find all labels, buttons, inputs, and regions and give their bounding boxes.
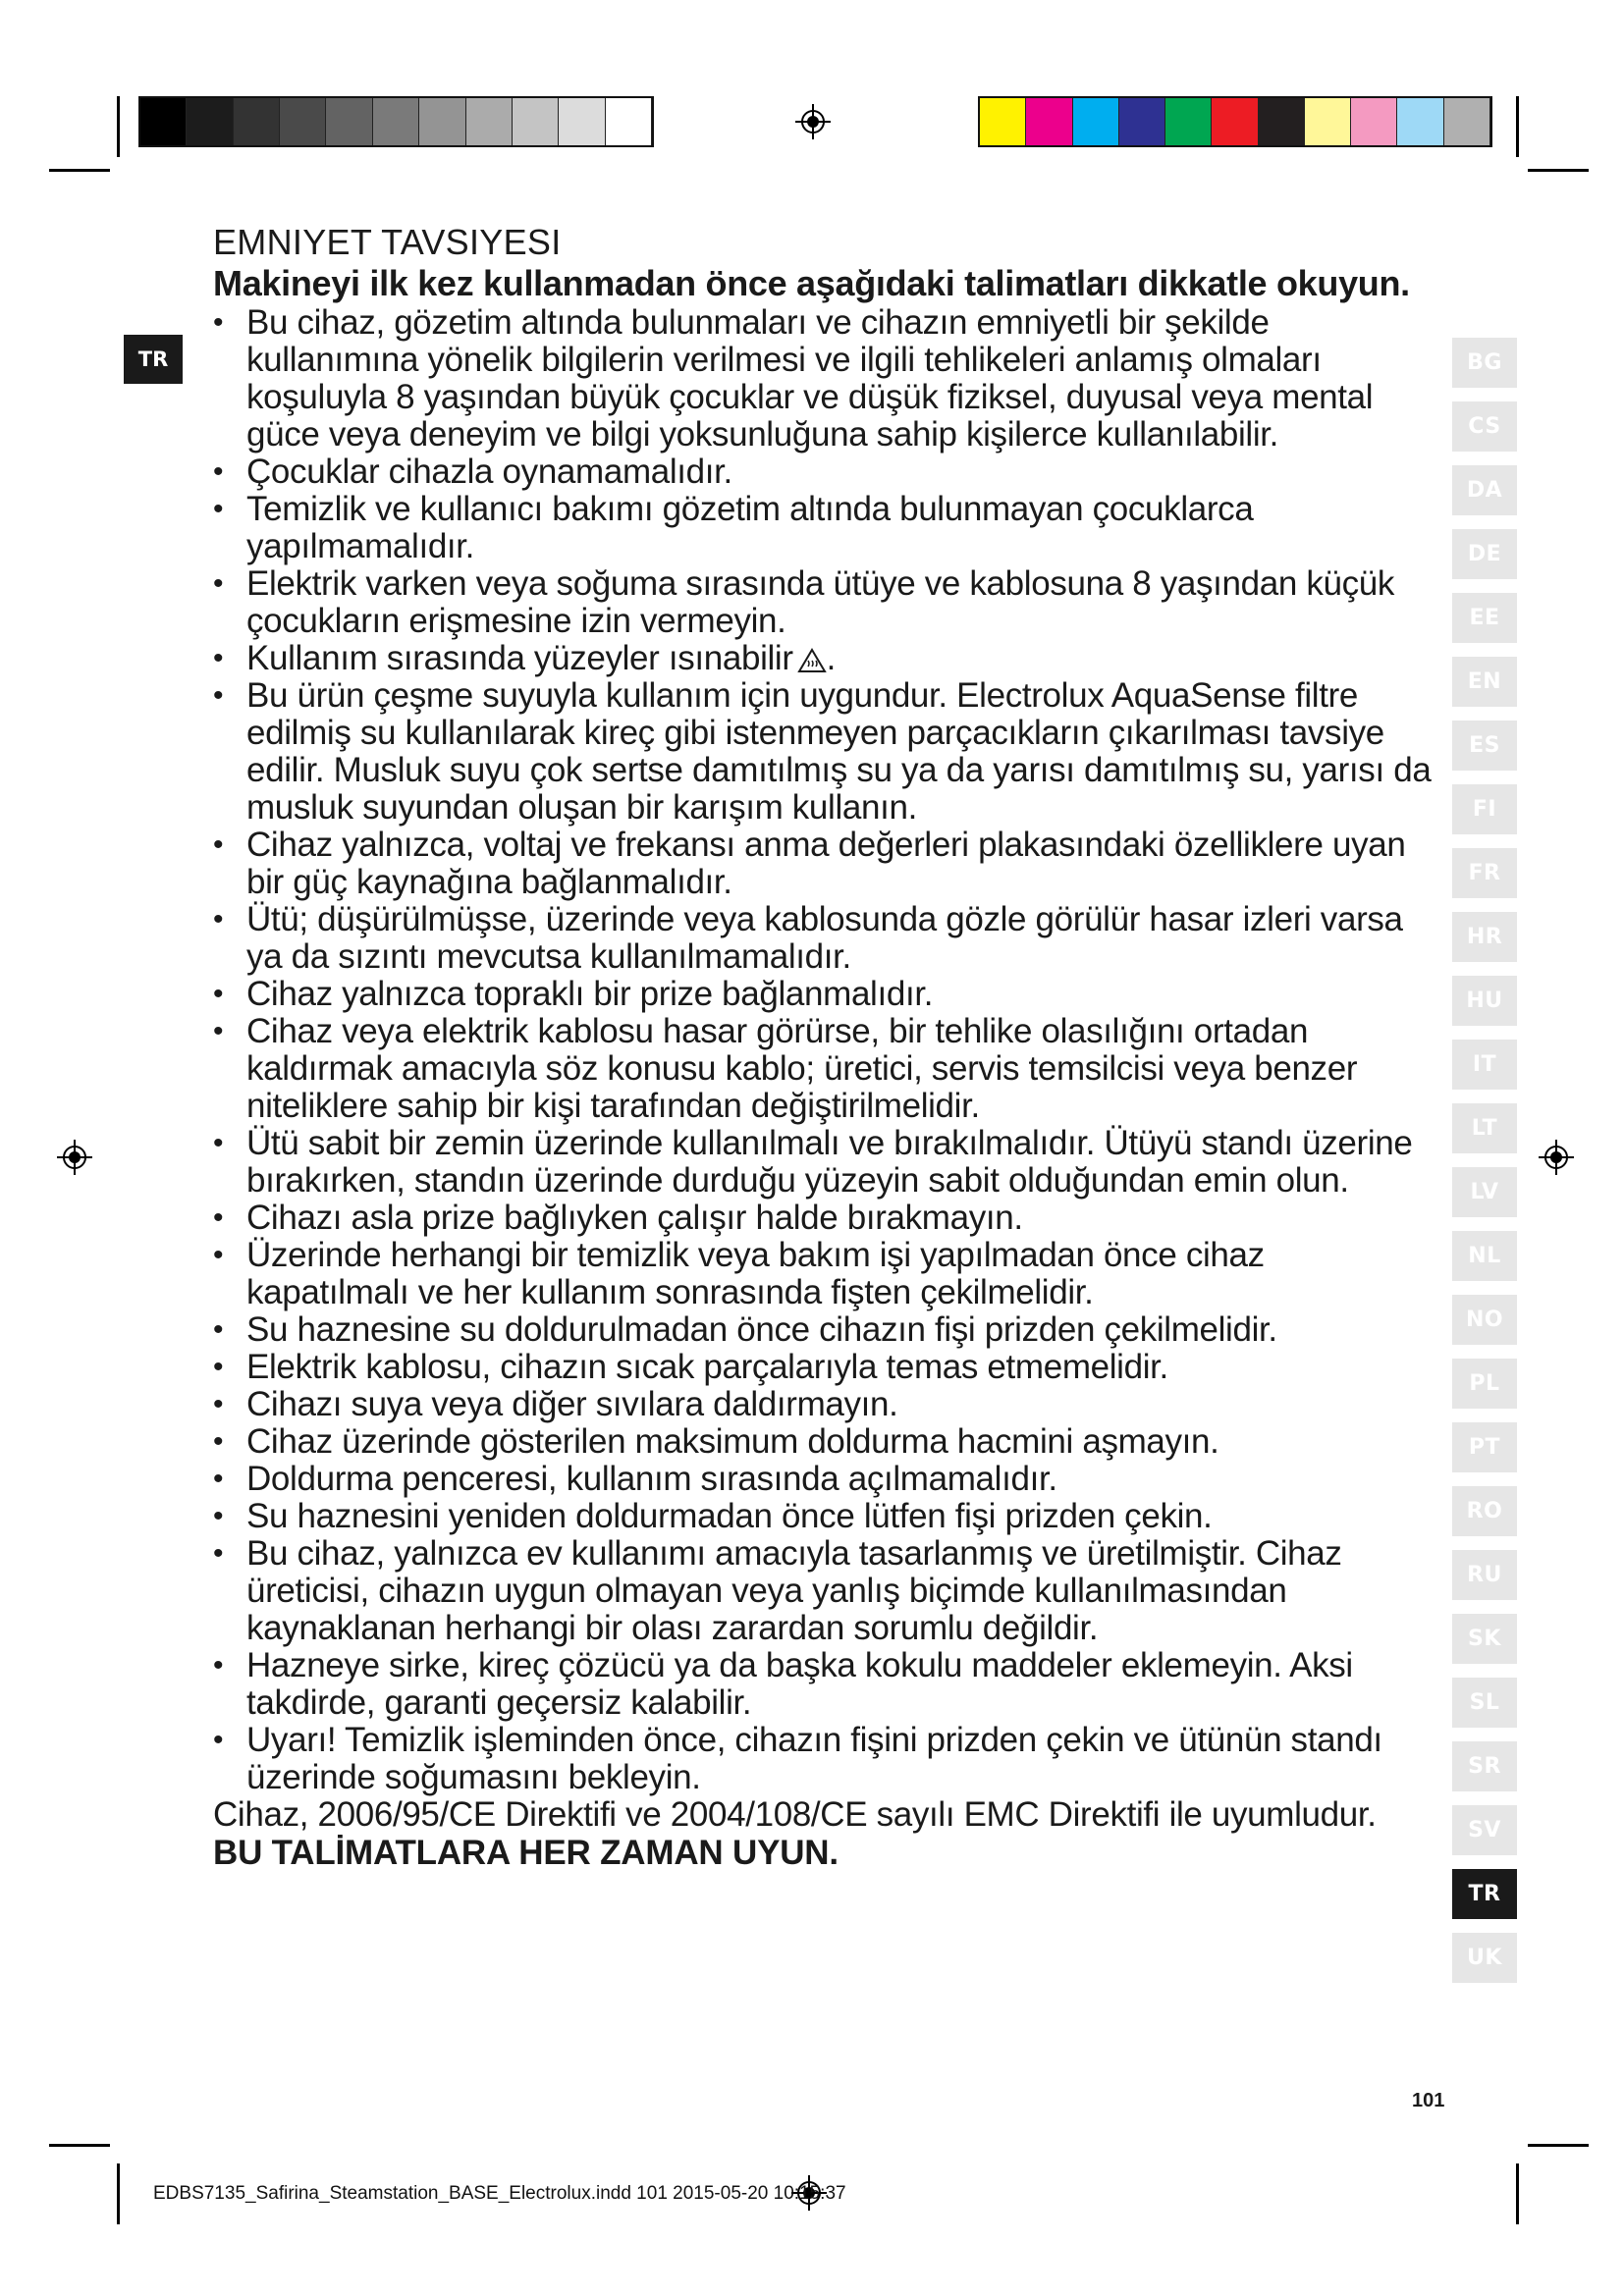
safety-list-item xyxy=(213,1125,1435,1200)
color-swatch xyxy=(1305,98,1351,145)
crop-mark xyxy=(49,2144,110,2147)
safety-list-item xyxy=(213,827,1435,901)
safety-item-text: Cihazı suya veya diğer sıvılara daldırmayın. xyxy=(246,1385,898,1423)
language-tab-lv[interactable]: LV xyxy=(1452,1167,1517,1217)
safety-list-item xyxy=(213,1200,1435,1237)
section-title: EMNIYET TAVSIYESI xyxy=(213,222,562,262)
safety-list-item xyxy=(213,640,1435,677)
gray-swatch xyxy=(466,98,513,145)
registration-mark-icon xyxy=(1539,1140,1574,1175)
compliance-statement: Cihaz, 2006/95/CE Direktifi ve 2004/108/CE sayılı EMC Direktifi ile uyumludur. xyxy=(213,1795,1377,1834)
color-swatch xyxy=(1073,98,1119,145)
color-swatch xyxy=(1397,98,1443,145)
safety-list-item xyxy=(213,976,1435,1013)
crop-mark xyxy=(1528,169,1589,172)
registration-mark-icon xyxy=(795,104,831,139)
registration-mark-icon xyxy=(57,1140,92,1175)
safety-item-text: Kullanım sırasında yüzeyler ısınabilir xyxy=(246,639,793,677)
page-number: 101 xyxy=(1412,2090,1445,2111)
language-tab-bg[interactable]: BG xyxy=(1452,338,1517,388)
safety-list-item xyxy=(213,1722,1435,1796)
safety-item-text: Doldurma penceresi, kullanım sırasında açılmamalıdır. xyxy=(246,1460,1057,1498)
crop-mark xyxy=(1528,2144,1589,2147)
gray-swatch xyxy=(419,98,465,145)
safety-item-text: Cihaz veya elektrik kablosu hasar görürse, bir tehlike olasılığını ortadan kaldırmak amacıyla söz konusu kablo; üretici, servis temsilcisi veya benzer niteliklere sahip bir kişi tarafından değiştirilmelidir. xyxy=(246,1012,1358,1125)
color-swatch xyxy=(1119,98,1165,145)
safety-item-text: Bu cihaz, gözetim altında bulunmaları ve cihazın emniyetli bir şekilde kullanımına yönelik bilgilerin verilmesi ve ilgili tehlikeleri anlamış olmaları koşuluyla 8 yaşından büyük çocuklar ve düşük fiziksel, duyusal veya mental güce veya deneyim ve bilgi yoksunluğuna sahip kişilerce kullanılabilir. xyxy=(246,303,1374,454)
section-language-tag: TR xyxy=(124,335,183,384)
language-tab-cs[interactable]: CS xyxy=(1452,401,1517,452)
language-tab-sl[interactable]: SL xyxy=(1452,1678,1517,1728)
language-tab-de[interactable]: DE xyxy=(1452,529,1517,579)
color-calibration-bar xyxy=(978,96,1492,147)
safety-list-item xyxy=(213,1423,1435,1461)
safety-item-text: Cihazı asla prize bağlıyken çalışır halde bırakmayın. xyxy=(246,1199,1023,1237)
safety-list-item xyxy=(213,454,1435,491)
safety-item-text: Su haznesini yeniden doldurmadan önce lütfen fişi prizden çekin. xyxy=(246,1497,1213,1535)
lead-instruction: Makineyi ilk kez kullanmadan önce aşağıdaki talimatları dikkatle okuyun. xyxy=(213,263,1410,303)
language-tab-en[interactable]: EN xyxy=(1452,657,1517,707)
safety-list-item xyxy=(213,565,1435,640)
safety-list-item xyxy=(213,1461,1435,1498)
safety-list-item xyxy=(213,491,1435,565)
language-tab-ro[interactable]: RO xyxy=(1452,1486,1517,1536)
safety-item-text: Çocuklar cihazla oynamamalıdır. xyxy=(246,453,732,491)
language-tab-nl[interactable]: NL xyxy=(1452,1231,1517,1281)
hot-surface-warning-icon xyxy=(797,648,827,673)
safety-item-text: Bu ürün çeşme suyuyla kullanım için uygundur. Electrolux AquaSense filtre edilmiş su kullanılarak kireç gibi istenmeyen parçacıkların çıkarılması tavsiye edilir. Musluk suyu çok sertse damıtılmış su ya da yarısı damıtılmış su, yarısı da musluk suyundan oluşan bir karışım kullanın. xyxy=(246,676,1432,827)
language-tab-uk[interactable]: UK xyxy=(1452,1933,1517,1983)
crop-mark xyxy=(1516,96,1519,157)
gray-swatch xyxy=(559,98,605,145)
gray-swatch xyxy=(326,98,372,145)
color-swatch xyxy=(1351,98,1397,145)
closing-statement: BU TALİMATLARA HER ZAMAN UYUN. xyxy=(213,1834,839,1872)
safety-item-text: Ütü sabit bir zemin üzerinde kullanılmalı ve bırakılmalıdır. Ütüyü standı üzerine bırakırken, standın üzerinde durduğu yüzeyin sabit olduğundan emin olun. xyxy=(246,1124,1413,1200)
color-swatch xyxy=(1212,98,1258,145)
safety-item-text: Elektrik varken veya soğuma sırasında ütüye ve kablosuna 8 yaşından küçük çocukların erişmesine izin vermeyin. xyxy=(246,564,1394,640)
language-tab-sr[interactable]: SR xyxy=(1452,1741,1517,1791)
safety-item-text: Elektrik kablosu, cihazın sıcak parçalarıyla temas etmemelidir. xyxy=(246,1348,1168,1386)
safety-list-item xyxy=(213,901,1435,976)
safety-item-text: Bu cihaz, yalnızca ev kullanımı amacıyla tasarlanmış ve üretilmiştir. Cihaz üreticisi, cihazın uygun olmayan veya yanlış biçimde kullanılmasından kaynaklanan herhangi bir olası zarardan sorumlu değildir. xyxy=(246,1534,1342,1647)
item-punctuation: . xyxy=(826,639,837,677)
language-tab-sv[interactable]: SV xyxy=(1452,1805,1517,1855)
safety-item-text: Cihaz üzerinde gösterilen maksimum doldurma hacmini aşmayın. xyxy=(246,1422,1219,1461)
safety-item-text: Ütü; düşürülmüşse, üzerinde veya kablosunda gözle görülür hasar izleri varsa ya da sızıntı mevcutsa kullanılmamalıdır. xyxy=(246,900,1403,976)
language-tab-tr[interactable]: TR xyxy=(1452,1869,1517,1919)
safety-instructions xyxy=(213,222,1435,1873)
language-tab-fr[interactable]: FR xyxy=(1452,848,1517,898)
safety-list-item xyxy=(213,304,1435,454)
color-swatch xyxy=(1259,98,1305,145)
safety-list-item xyxy=(213,1237,1435,1311)
language-tab-it[interactable]: IT xyxy=(1452,1040,1517,1090)
safety-list-item xyxy=(213,1386,1435,1423)
language-tab-pl[interactable]: PL xyxy=(1452,1359,1517,1409)
language-tab-lt[interactable]: LT xyxy=(1452,1103,1517,1153)
crop-mark xyxy=(117,2163,120,2224)
gray-swatch xyxy=(234,98,280,145)
safety-item-text: Uyarı! Temizlik işleminden önce, cihazın fişini prizden çekin ve ütünün standı üzerinde soğumasını bekleyin. xyxy=(246,1721,1382,1796)
gray-swatch xyxy=(513,98,559,145)
color-swatch xyxy=(980,98,1026,145)
crop-mark xyxy=(1516,2163,1519,2224)
safety-item-text: Hazneye sirke, kireç çözücü ya da başka kokulu maddeler eklemeyin. Aksi takdirde, garanti geçersiz kalabilir. xyxy=(246,1646,1353,1722)
language-tab-es[interactable]: ES xyxy=(1452,721,1517,771)
color-swatch xyxy=(1026,98,1072,145)
safety-item-text: Cihaz yalnızca, voltaj ve frekansı anma değerleri plakasındaki özelliklere uyan bir güç kaynağına bağlanmalıdır. xyxy=(246,826,1406,901)
safety-list-item xyxy=(213,1647,1435,1722)
safety-item-text: Temizlik ve kullanıcı bakımı gözetim altında bulunmayan çocuklarca yapılmamalıdır. xyxy=(246,490,1254,565)
language-tab-list xyxy=(1452,338,1517,1997)
gray-swatch xyxy=(280,98,326,145)
safety-list-item xyxy=(213,1013,1435,1125)
gray-swatch xyxy=(606,98,652,145)
safety-list-item xyxy=(213,1349,1435,1386)
language-tab-sk[interactable]: SK xyxy=(1452,1614,1517,1664)
gray-swatch xyxy=(187,98,233,145)
language-tab-ru[interactable]: RU xyxy=(1452,1550,1517,1600)
safety-item-text: Üzerinde herhangi bir temizlik veya bakım işi yapılmadan önce cihaz kapatılmalı ve her kullanım sonrasında fişten çekilmelidir. xyxy=(246,1236,1265,1311)
safety-item-text: Cihaz yalnızca topraklı bir prize bağlanmalıdır. xyxy=(246,975,934,1013)
language-tab-da[interactable]: DA xyxy=(1452,465,1517,515)
crop-mark xyxy=(49,169,110,172)
safety-list-item xyxy=(213,1498,1435,1535)
print-slug-footer: EDBS7135_Safirina_Steamstation_BASE_Electrolux.indd 101 2015-05-20 10:15:37 xyxy=(153,2183,846,2204)
safety-list xyxy=(213,304,1435,1796)
color-swatch xyxy=(1444,98,1490,145)
grayscale-calibration-bar xyxy=(138,96,654,147)
safety-list-item xyxy=(213,1535,1435,1647)
gray-swatch xyxy=(373,98,419,145)
safety-list-item xyxy=(213,677,1435,827)
language-tab-pt[interactable]: PT xyxy=(1452,1422,1517,1472)
language-tab-hu[interactable]: HU xyxy=(1452,976,1517,1026)
language-tab-no[interactable]: NO xyxy=(1452,1295,1517,1345)
language-tab-ee[interactable]: EE xyxy=(1452,593,1517,643)
gray-swatch xyxy=(140,98,187,145)
safety-item-text: Su haznesine su doldurulmadan önce cihazın fişi prizden çekilmelidir. xyxy=(246,1310,1277,1349)
crop-mark xyxy=(117,96,120,157)
safety-list-item xyxy=(213,1311,1435,1349)
language-tab-fi[interactable]: FI xyxy=(1452,784,1517,834)
language-tab-hr[interactable]: HR xyxy=(1452,912,1517,962)
color-swatch xyxy=(1165,98,1212,145)
